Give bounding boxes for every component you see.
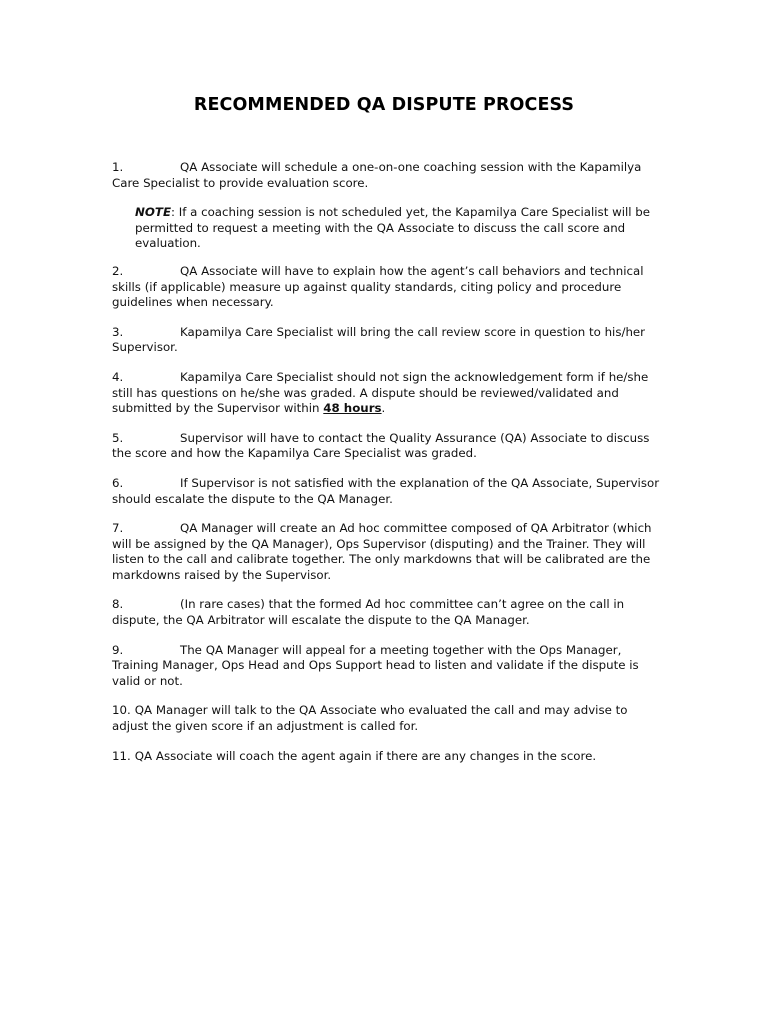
document-title: RECOMMENDED QA DISPUTE PROCESS xyxy=(193,95,575,115)
note-text: : If a coaching session is not scheduled yet, the Kapamilya Care Specialist will be permitted to request a meeting with the QA Associate to discuss the call score and evaluation. xyxy=(135,205,651,251)
item-number: 3. xyxy=(112,324,124,339)
item-number: 6. xyxy=(112,475,124,490)
list-item xyxy=(112,160,664,191)
list-item xyxy=(112,325,664,356)
item-text: (In rare cases) that the formed Ad hoc committee can’t agree on the call in dispute, the QA Arbitrator will escalate the dispute to the QA Manager. xyxy=(112,597,625,628)
note-label: NOTE xyxy=(135,205,172,220)
item-number: 7. xyxy=(112,521,124,536)
item-text-end: . xyxy=(381,401,386,416)
item-number: 2. xyxy=(112,263,124,278)
item-number: 4. xyxy=(112,369,124,384)
list-item xyxy=(112,643,664,690)
item-text: The QA Manager will appeal for a meeting together with the Ops Manager, Training Manager, Ops Head and Ops Support head to listen and validate if the dispute is valid or not. xyxy=(112,642,639,688)
item-text: Supervisor will have to contact the Quality Assurance (QA) Associate to discuss the score and how the Kapamilya Care Specialist was graded. xyxy=(112,430,650,461)
item-number: 1. xyxy=(112,160,124,174)
item-text: QA Manager will talk to the QA Associate who evaluated the call and may advise to adjust the given score if an adjustment is called for. xyxy=(112,703,628,734)
list-item xyxy=(112,749,664,765)
list-item xyxy=(112,370,664,417)
list-item xyxy=(112,264,664,311)
item-number: 11. xyxy=(112,748,131,763)
note-paragraph xyxy=(135,205,664,252)
list-item xyxy=(112,703,664,734)
item-text: If Supervisor is not satisfied with the explanation of the QA Associate, Supervisor should escalate the dispute to the QA Manager. xyxy=(112,475,660,506)
item-number: 9. xyxy=(112,642,124,657)
item-text: Kapamilya Care Specialist should not sign the acknowledgement form if he/she still has questions on he/she was graded. A dispute should be reviewed/validated and submitted by the Supervisor within xyxy=(112,369,649,416)
process-list xyxy=(112,160,664,778)
item-text: Kapamilya Care Specialist will bring the call review score in question to his/her Supervisor. xyxy=(112,324,646,355)
item-number: 8. xyxy=(112,597,124,612)
item-text: QA Manager will create an Ad hoc committee composed of QA Arbitrator (which will be assigned by the QA Manager), Ops Supervisor (disputing) and the Trainer. They will listen to the call and calibrate together. The only markdowns that will be calibrated are the markdowns raised by the Supervisor. xyxy=(112,521,652,582)
list-item xyxy=(112,597,664,628)
list-item xyxy=(112,476,664,507)
item-text: QA Associate will schedule a one-on-one coaching session with the Kapamilya Care Specialist to provide evaluation score. xyxy=(112,160,642,190)
item-text: QA Associate will have to explain how the agent’s call behaviors and technical skills (if applicable) measure up against quality standards, citing policy and procedure guidelines when necessary. xyxy=(112,263,644,310)
item-text: QA Associate will coach the agent again if there are any changes in the score. xyxy=(134,748,597,763)
deadline-emphasis: 48 hours xyxy=(323,401,382,416)
item-number: 10. xyxy=(112,703,131,718)
item-number: 5. xyxy=(112,430,124,445)
list-item xyxy=(112,521,664,583)
list-item xyxy=(112,431,664,462)
